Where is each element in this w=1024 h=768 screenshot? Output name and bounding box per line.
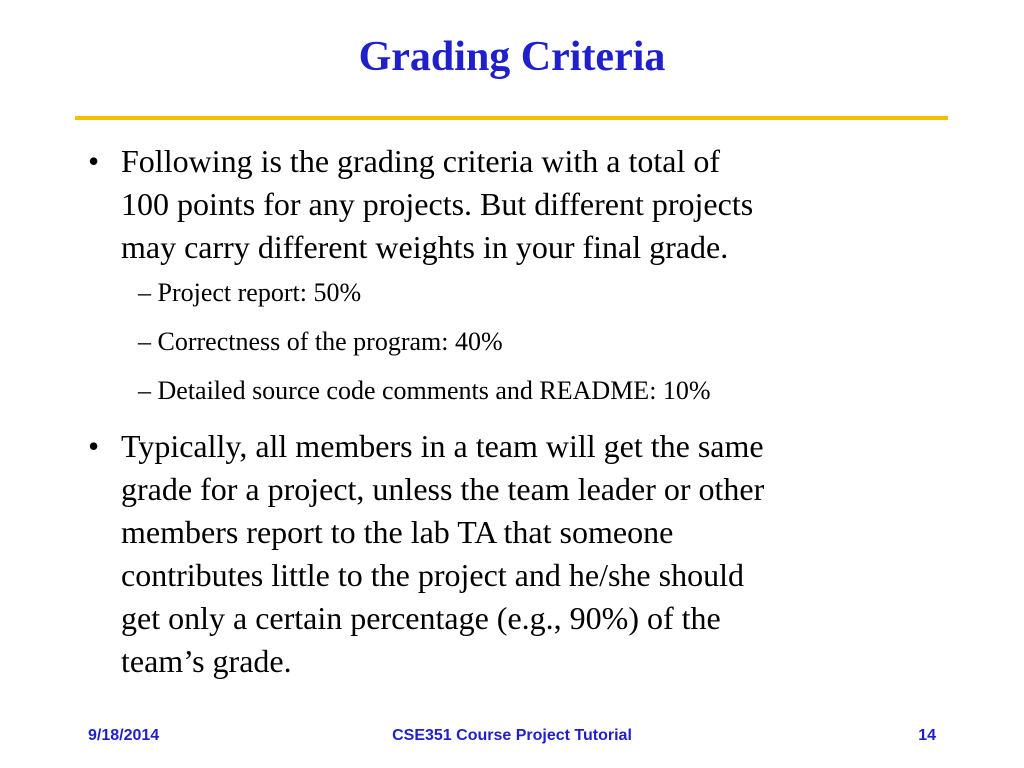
bullet-text-line: grade for a project, unless the team leader or other (121, 471, 765, 507)
sub-item-list (88, 279, 938, 405)
bullet-text-line: Following is the grading criteria with a total of (121, 143, 720, 179)
bullet-text-line: Typically, all members in a team will get the same (121, 428, 764, 464)
footer-course-title: CSE351 Course Project Tutorial (392, 727, 632, 744)
footer-page-number: 14 (918, 727, 936, 744)
bullet-item-1 (88, 140, 938, 269)
sub-item-comments-readme: – Detailed source code comments and README: 10% (138, 376, 711, 405)
slide-body (88, 140, 938, 683)
footer-date: 9/18/2014 (88, 727, 160, 744)
bullet-text-line: get only a certain percentage (e.g., 90%) of the (121, 600, 721, 636)
title-divider (75, 116, 948, 120)
bullet-text-line: members report to the lab TA that someone (121, 514, 674, 550)
bullet-dot: • (88, 428, 100, 464)
bullet-text-line: may carry different weights in your final grade. (121, 229, 729, 265)
slide-title: Grading Criteria (358, 34, 666, 80)
bullet-text-line: contributes little to the project and he/she should (121, 557, 744, 593)
bullet-dot: • (88, 143, 100, 179)
sub-item-correctness: – Correctness of the program: 40% (138, 327, 503, 356)
bullet-text-line: team’s grade. (121, 643, 292, 679)
bullet-item-2 (88, 425, 938, 683)
sub-item-project-report: – Project report: 50% (138, 278, 362, 307)
bullet-text-line: 100 points for any projects. But different projects (121, 186, 754, 222)
